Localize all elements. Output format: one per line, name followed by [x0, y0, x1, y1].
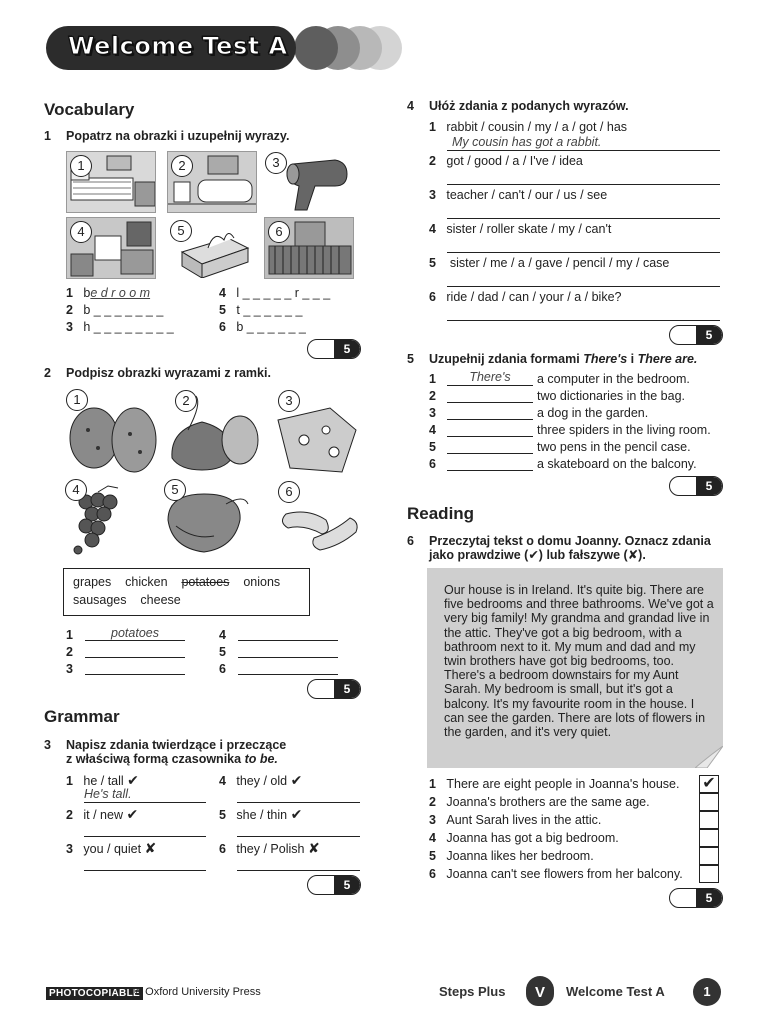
ex5-item	[429, 440, 436, 454]
item-number: 6	[219, 662, 226, 676]
item-number: 1	[66, 628, 73, 642]
item-number: 3	[429, 406, 436, 420]
picture-number: 1	[70, 155, 92, 177]
word: chicken	[125, 575, 168, 589]
exercise-number: 4	[407, 99, 414, 113]
true-false-checkbox[interactable]	[699, 793, 719, 811]
answer-line[interactable]	[447, 305, 720, 321]
answer-line[interactable]	[447, 455, 533, 471]
ex2-item	[219, 662, 226, 676]
score-value: 5	[696, 326, 722, 344]
ex2-item	[66, 662, 73, 676]
answer-line[interactable]	[447, 203, 720, 219]
word-used: potatoes	[181, 575, 230, 589]
answer-line[interactable]	[85, 643, 185, 658]
instruction-text: Uzupełnij zdania formami	[429, 352, 580, 366]
picture-number: 4	[65, 479, 87, 501]
ex4-item	[429, 188, 607, 202]
publisher-label: © Oxford University Press	[134, 986, 261, 998]
instruction-form: There are.	[637, 352, 698, 366]
living-room-picture	[66, 217, 156, 279]
answer-line[interactable]	[238, 660, 338, 675]
page-curl-icon	[695, 746, 723, 768]
item-number: 6	[429, 867, 436, 881]
ex4-item	[429, 120, 627, 134]
ex4-item	[429, 222, 611, 236]
item-prompt: got / good / a / I've / idea	[446, 154, 583, 168]
picture-number: 6	[278, 481, 300, 503]
ex5-item	[429, 457, 436, 471]
item-prompt: sister / me / a / gave / pencil / my / case	[446, 256, 670, 270]
answer-line[interactable]	[85, 626, 185, 641]
item-prompt: they / Polish	[236, 842, 305, 856]
word-box-line	[73, 575, 280, 589]
ex6-item	[429, 777, 679, 791]
item-text[interactable]: b _ _ _ _ _ _ _	[83, 303, 164, 317]
exercise-number: 5	[407, 352, 414, 366]
word-box-line	[73, 593, 181, 607]
level-badge	[526, 976, 554, 1006]
true-false-checkbox[interactable]	[699, 865, 719, 883]
ex5-item	[429, 406, 436, 420]
item-number: 5	[219, 645, 226, 659]
item-text: Joanna's brothers are the same age.	[446, 795, 650, 809]
ex1-item	[66, 286, 150, 300]
item-number: 3	[66, 320, 73, 334]
ex2-item	[219, 645, 226, 659]
answer-line[interactable]	[447, 404, 533, 420]
exercise-number: 3	[44, 738, 51, 752]
word: cheese	[140, 593, 181, 607]
item-answer: potatoes	[111, 626, 159, 640]
sentence-rest: two pens in the pencil case.	[537, 440, 691, 454]
tick-icon: ✔	[290, 806, 303, 822]
exercise-5-instruction	[407, 352, 727, 368]
item-text[interactable]: h _ _ _ _ _ _ _ _	[83, 320, 174, 334]
item-number: 2	[66, 808, 73, 822]
page-number: 1	[693, 978, 721, 1006]
sentence-rest: three spiders in the living room.	[537, 423, 711, 437]
item-text[interactable]: b _ _ _ _ _ _	[236, 320, 306, 334]
picture-number: 6	[268, 221, 290, 243]
item-number: 6	[429, 290, 436, 304]
score-box[interactable]	[307, 875, 361, 895]
item-text: Aunt Sarah lives in the attic.	[446, 813, 602, 827]
item-number: 2	[429, 389, 436, 403]
item-number: 5	[219, 303, 226, 317]
item-text: There are eight people in Joanna's house.	[446, 777, 680, 791]
section-heading-reading: Reading	[407, 504, 475, 523]
reading-text-box	[427, 568, 723, 768]
ex2-item	[66, 645, 73, 659]
item-number: 5	[219, 808, 226, 822]
ex6-item	[429, 831, 619, 845]
score-box[interactable]	[307, 679, 361, 699]
exercise-2-instruction	[44, 366, 364, 382]
exercise-3-instruction	[44, 738, 364, 770]
answer-line[interactable]	[84, 821, 206, 837]
item-number: 4	[429, 222, 436, 236]
ex1-item	[219, 286, 330, 300]
answer-line[interactable]	[447, 421, 533, 437]
section-heading-vocabulary: Vocabulary	[44, 100, 135, 119]
answer-line[interactable]	[85, 660, 185, 675]
cross-icon: ✘	[307, 840, 320, 856]
exercise-6-instruction	[407, 534, 727, 566]
item-number: 1	[66, 286, 73, 300]
answer-line[interactable]	[84, 787, 206, 803]
ex1-item	[219, 320, 306, 334]
sentence-rest: two dictionaries in the bag.	[537, 389, 686, 403]
item-text: Joanna likes her bedroom.	[446, 849, 594, 863]
item-prompt: they / old	[236, 774, 288, 788]
badge-letter: V	[534, 984, 545, 1001]
word: sausages	[73, 593, 127, 607]
page-title: Welcome Test A	[68, 32, 288, 60]
item-number: 4	[219, 286, 226, 300]
exercise-number: 6	[407, 534, 414, 548]
item-number: 6	[219, 842, 226, 856]
item-number: 3	[66, 662, 73, 676]
score-value: 5	[334, 680, 360, 698]
item-prompt: sister / roller skate / my / can't	[446, 222, 612, 236]
item-text: Joanna can't see flowers from her balcony.	[446, 867, 683, 881]
item-number: 4	[219, 774, 226, 788]
hairdryer-picture	[264, 151, 354, 213]
sentence-rest: a skateboard on the balcony.	[537, 457, 697, 471]
item-number: 6	[429, 457, 436, 471]
exercise-1-instruction	[44, 129, 364, 145]
picture-number: 3	[265, 152, 287, 174]
item-text: Joanna has got a big bedroom.	[446, 831, 619, 845]
instruction-text: jako prawdziwe (✔) lub fałszywe (✘).	[429, 548, 646, 562]
item-answer: He's tall.	[84, 787, 132, 801]
balcony-picture	[264, 217, 354, 279]
food-pictures	[64, 390, 364, 560]
true-false-checkbox[interactable]	[699, 847, 719, 865]
item-number: 5	[429, 440, 436, 454]
true-false-checkbox[interactable]	[699, 829, 719, 847]
item-number: 1	[429, 777, 436, 791]
item-prompt: you / quiet	[83, 842, 142, 856]
bathroom-picture	[167, 151, 257, 213]
score-value: 5	[696, 477, 722, 495]
series-name: Steps Plus	[439, 984, 506, 999]
instruction-text: Popatrz na obrazki i uzupełnij wyrazy.	[66, 129, 290, 143]
item-number: 3	[429, 813, 436, 827]
sentence-rest: a dog in the garden.	[537, 406, 649, 420]
item-number: 5	[429, 256, 436, 270]
item-number: 2	[66, 303, 73, 317]
picture-number: 2	[175, 390, 197, 412]
ex5-item	[429, 423, 436, 437]
answer-line[interactable]	[447, 135, 720, 151]
picture-number: 4	[70, 221, 92, 243]
score-value: 5	[334, 876, 360, 894]
answer-line[interactable]	[447, 387, 533, 403]
item-prompt: teacher / can't / our / us / see	[446, 188, 608, 202]
item-number: 5	[429, 849, 436, 863]
instruction-text: Ułóż zdania z podanych wyrazów.	[429, 99, 629, 113]
instruction-form: There's	[583, 352, 628, 366]
item-number: 4	[219, 628, 226, 642]
answer-line[interactable]	[84, 855, 206, 871]
score-box[interactable]	[669, 325, 723, 345]
item-prompt: ride / dad / can / your / a / bike?	[446, 290, 622, 304]
answer-line[interactable]	[447, 169, 720, 185]
tick-icon: ✔	[127, 772, 139, 788]
ex6-item	[429, 867, 683, 881]
ex1-item	[66, 303, 163, 317]
bedroom-picture	[66, 151, 156, 213]
exercise-4-instruction	[407, 99, 727, 115]
item-number: 3	[429, 188, 436, 202]
tick-icon: ✔	[290, 772, 303, 788]
item-text[interactable]: l _ _ _ _ _ r _ _ _	[236, 286, 331, 300]
instruction-text: Przeczytaj tekst o domu Joanny. Oznacz zdania	[429, 534, 711, 548]
item-prompt: it / new	[83, 808, 123, 822]
item-number: 1	[429, 120, 436, 134]
sentence-rest: a computer in the bedroom.	[537, 372, 690, 386]
banner-circle	[294, 26, 338, 70]
item-prompt: he / tall	[83, 774, 124, 788]
instruction-text: Podpisz obrazki wyrazami z ramki.	[66, 366, 271, 380]
answer-line[interactable]	[447, 271, 720, 287]
tick-icon: ✔	[702, 775, 716, 792]
true-false-checkbox[interactable]	[699, 811, 719, 829]
item-text[interactable]: t _ _ _ _ _ _	[236, 303, 303, 317]
ex1-item	[219, 303, 302, 317]
reading-text: Our house is in Ireland. It's quite big. There are five bedrooms and three bathrooms. We've got a very big family! My grandma and grandad live in the attic. They've got a big bedroom, with a bathroom next to it. My mum and dad and my twin brothers have got big bedrooms, too. There's a bedroom downstairs for my Aunt Sarah. My bedroom is small, but it's got a balcony. It's my favourite room in the house. I can see the garden. There are lots of flowers in the garden, and it's very quiet.	[444, 583, 714, 740]
word: grapes	[73, 575, 112, 589]
exercise-number: 2	[44, 366, 51, 380]
true-false-checkbox[interactable]	[699, 775, 719, 793]
photocopiable-label: PHOTOCOPIABLE	[46, 987, 143, 1000]
ex4-item	[429, 256, 669, 270]
section-heading-grammar: Grammar	[44, 707, 120, 726]
ex2-item	[66, 628, 73, 642]
item-number: 4	[429, 831, 436, 845]
item-answer: My cousin has got a rabbit.	[452, 135, 602, 149]
ex6-item	[429, 795, 650, 809]
answer-line[interactable]	[447, 370, 533, 386]
ex4-item	[429, 154, 583, 168]
instruction-text: Napisz zdania twierdzące i przeczące	[66, 738, 287, 752]
answer-line[interactable]	[447, 438, 533, 454]
instruction-text: i	[630, 352, 635, 366]
item-answer: e d r o o m	[90, 286, 151, 300]
instruction-verb: to be.	[244, 752, 278, 766]
picture-number: 5	[164, 479, 186, 501]
ex6-item	[429, 813, 601, 827]
ex2-item	[219, 628, 226, 642]
instruction-text: z właściwą formą czasownika	[66, 752, 242, 766]
item-answer: There's	[469, 370, 511, 384]
item-text: b	[83, 286, 91, 300]
item-number: 4	[429, 423, 436, 437]
ex1-item	[66, 320, 174, 334]
tissues-picture	[167, 217, 257, 279]
score-box[interactable]	[669, 888, 723, 908]
ex6-item	[429, 849, 594, 863]
ex4-item	[429, 290, 621, 304]
picture-number: 5	[170, 220, 192, 242]
score-box[interactable]	[307, 339, 361, 359]
item-prompt: she / thin	[236, 808, 288, 822]
picture-number: 3	[278, 390, 300, 412]
item-number: 6	[219, 320, 226, 334]
item-number: 2	[66, 645, 73, 659]
word: onions	[243, 575, 281, 589]
word-box	[63, 568, 310, 616]
score-value: 5	[334, 340, 360, 358]
picture-number: 2	[171, 155, 193, 177]
answer-line[interactable]	[237, 787, 360, 803]
score-value: 5	[696, 889, 722, 907]
exercise-number: 1	[44, 129, 51, 143]
tick-icon: ✔	[126, 806, 139, 822]
answer-line[interactable]	[238, 626, 338, 641]
ex5-item	[429, 372, 436, 386]
footer-test-name: Welcome Test A	[566, 984, 665, 999]
item-number: 1	[429, 372, 436, 386]
answer-line[interactable]	[237, 821, 360, 837]
item-number: 2	[429, 154, 436, 168]
picture-number: 1	[66, 389, 88, 411]
item-number: 1	[66, 774, 73, 788]
item-prompt: rabbit / cousin / my / a / got / has	[446, 120, 628, 134]
answer-line[interactable]	[238, 643, 338, 658]
cross-icon: ✘	[144, 840, 157, 856]
ex5-item	[429, 389, 436, 403]
score-box[interactable]	[669, 476, 723, 496]
item-number: 3	[66, 842, 73, 856]
answer-line[interactable]	[237, 855, 360, 871]
answer-line[interactable]	[447, 237, 720, 253]
item-number: 2	[429, 795, 436, 809]
title-banner	[46, 26, 356, 70]
